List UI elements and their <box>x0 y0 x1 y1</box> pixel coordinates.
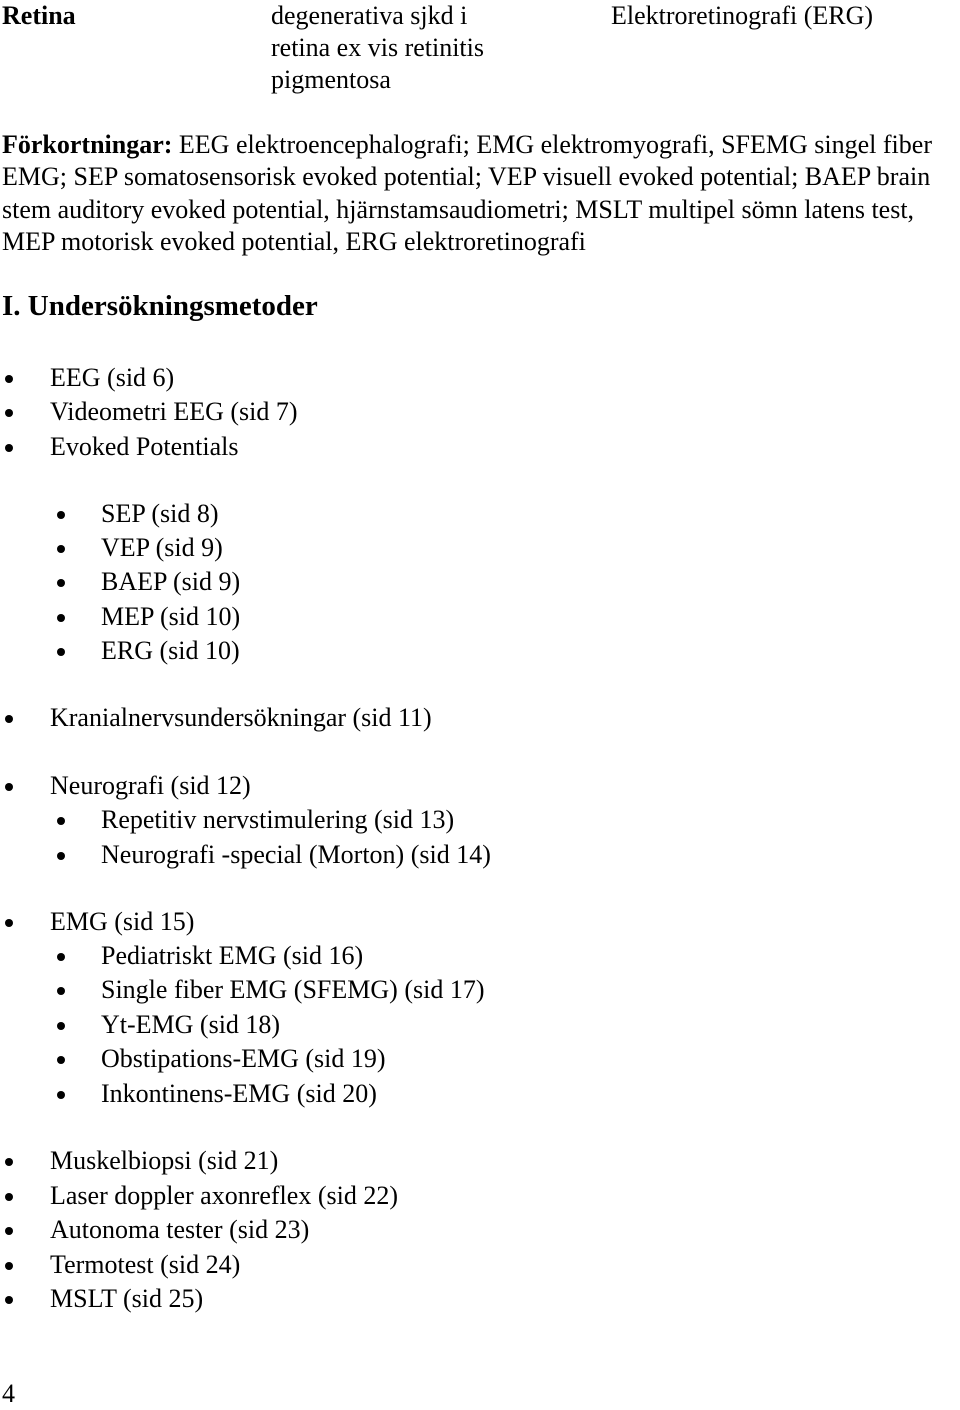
list-item-label: ERG (sid 10) <box>101 636 240 665</box>
table-cell-description <box>271 0 571 96</box>
list-item-label: Yt-EMG (sid 18) <box>101 1010 281 1039</box>
list-item-label: Repetitiv nervstimulering (sid 13) <box>101 805 455 834</box>
bullet-icon <box>5 409 13 417</box>
list-item-label: Kranialnervsundersökningar (sid 11) <box>50 703 432 732</box>
bullet-icon <box>5 783 13 791</box>
bullet-icon <box>57 817 65 825</box>
list-item-label: Single fiber EMG (SFEMG) (sid 17) <box>101 975 485 1004</box>
abbreviations-label: Förkortningar: <box>2 130 173 159</box>
bullet-icon <box>5 1193 13 1201</box>
bullet-icon <box>5 919 13 927</box>
list-item-label: MSLT (sid 25) <box>50 1284 204 1313</box>
section-heading: I. Undersökningsmetoder <box>2 290 318 322</box>
list-item-label: Muskelbiopsi (sid 21) <box>50 1146 279 1175</box>
table-cell-method: Elektroretinografi (ERG) <box>611 1 874 30</box>
bullet-icon <box>57 987 65 995</box>
page-number: 4 <box>2 1379 15 1408</box>
bullet-icon <box>57 1022 65 1030</box>
abbreviations-paragraph <box>2 129 960 258</box>
bullet-icon <box>57 953 65 961</box>
list-item-label: Neurografi (sid 12) <box>50 771 251 800</box>
bullet-icon <box>5 375 13 383</box>
list-item-label: Obstipations-EMG (sid 19) <box>101 1044 386 1073</box>
bullet-icon <box>57 545 65 553</box>
bullet-icon <box>57 852 65 860</box>
list-item-label: SEP (sid 8) <box>101 499 219 528</box>
bullet-icon <box>57 614 65 622</box>
list-item-label: Termotest (sid 24) <box>50 1250 241 1279</box>
bullet-icon <box>5 1158 13 1166</box>
list-item-label: VEP (sid 9) <box>101 533 223 562</box>
abbreviations-text: EEG elektroencephalografi; EMG elektromyografi, SFEMG singel fiber EMG; SEP somatosensorisk evoked potential; VEP visuell evoked potential; BAEP brain stem auditory evoked potential, hjärnstamsaudiometri; MSLT multipel sömn latens test, MEP motorisk evoked potential, ERG elektroretinografi <box>2 130 932 256</box>
list-item-label: EEG (sid 6) <box>50 363 175 392</box>
list-item-label: Videometri EEG (sid 7) <box>50 397 298 426</box>
bullet-icon <box>57 579 65 587</box>
bullet-icon <box>5 444 13 452</box>
description-line: pigmentosa <box>271 65 391 94</box>
bullet-icon <box>5 1227 13 1235</box>
list-item-label: Inkontinens-EMG (sid 20) <box>101 1079 377 1108</box>
bullet-icon <box>57 648 65 656</box>
table-cell-retina: Retina <box>2 1 76 30</box>
description-line: degenerativa sjkd i <box>271 1 468 30</box>
list-item-label: MEP (sid 10) <box>101 602 241 631</box>
bullet-icon <box>57 1056 65 1064</box>
bullet-icon <box>57 1091 65 1099</box>
list-item-label: EMG (sid 15) <box>50 907 195 936</box>
description-line: retina ex vis retinitis <box>271 33 485 62</box>
list-item-label: BAEP (sid 9) <box>101 567 241 596</box>
bullet-icon <box>5 1296 13 1304</box>
list-item-label: Neurografi -special (Morton) (sid 14) <box>101 840 491 869</box>
list-item-label: Autonoma tester (sid 23) <box>50 1215 310 1244</box>
bullet-icon <box>57 511 65 519</box>
list-item-label: Evoked Potentials <box>50 432 239 461</box>
bullet-icon <box>5 1262 13 1270</box>
bullet-icon <box>5 715 13 723</box>
list-item-label: Laser doppler axonreflex (sid 22) <box>50 1181 398 1210</box>
list-item-label: Pediatriskt EMG (sid 16) <box>101 941 364 970</box>
